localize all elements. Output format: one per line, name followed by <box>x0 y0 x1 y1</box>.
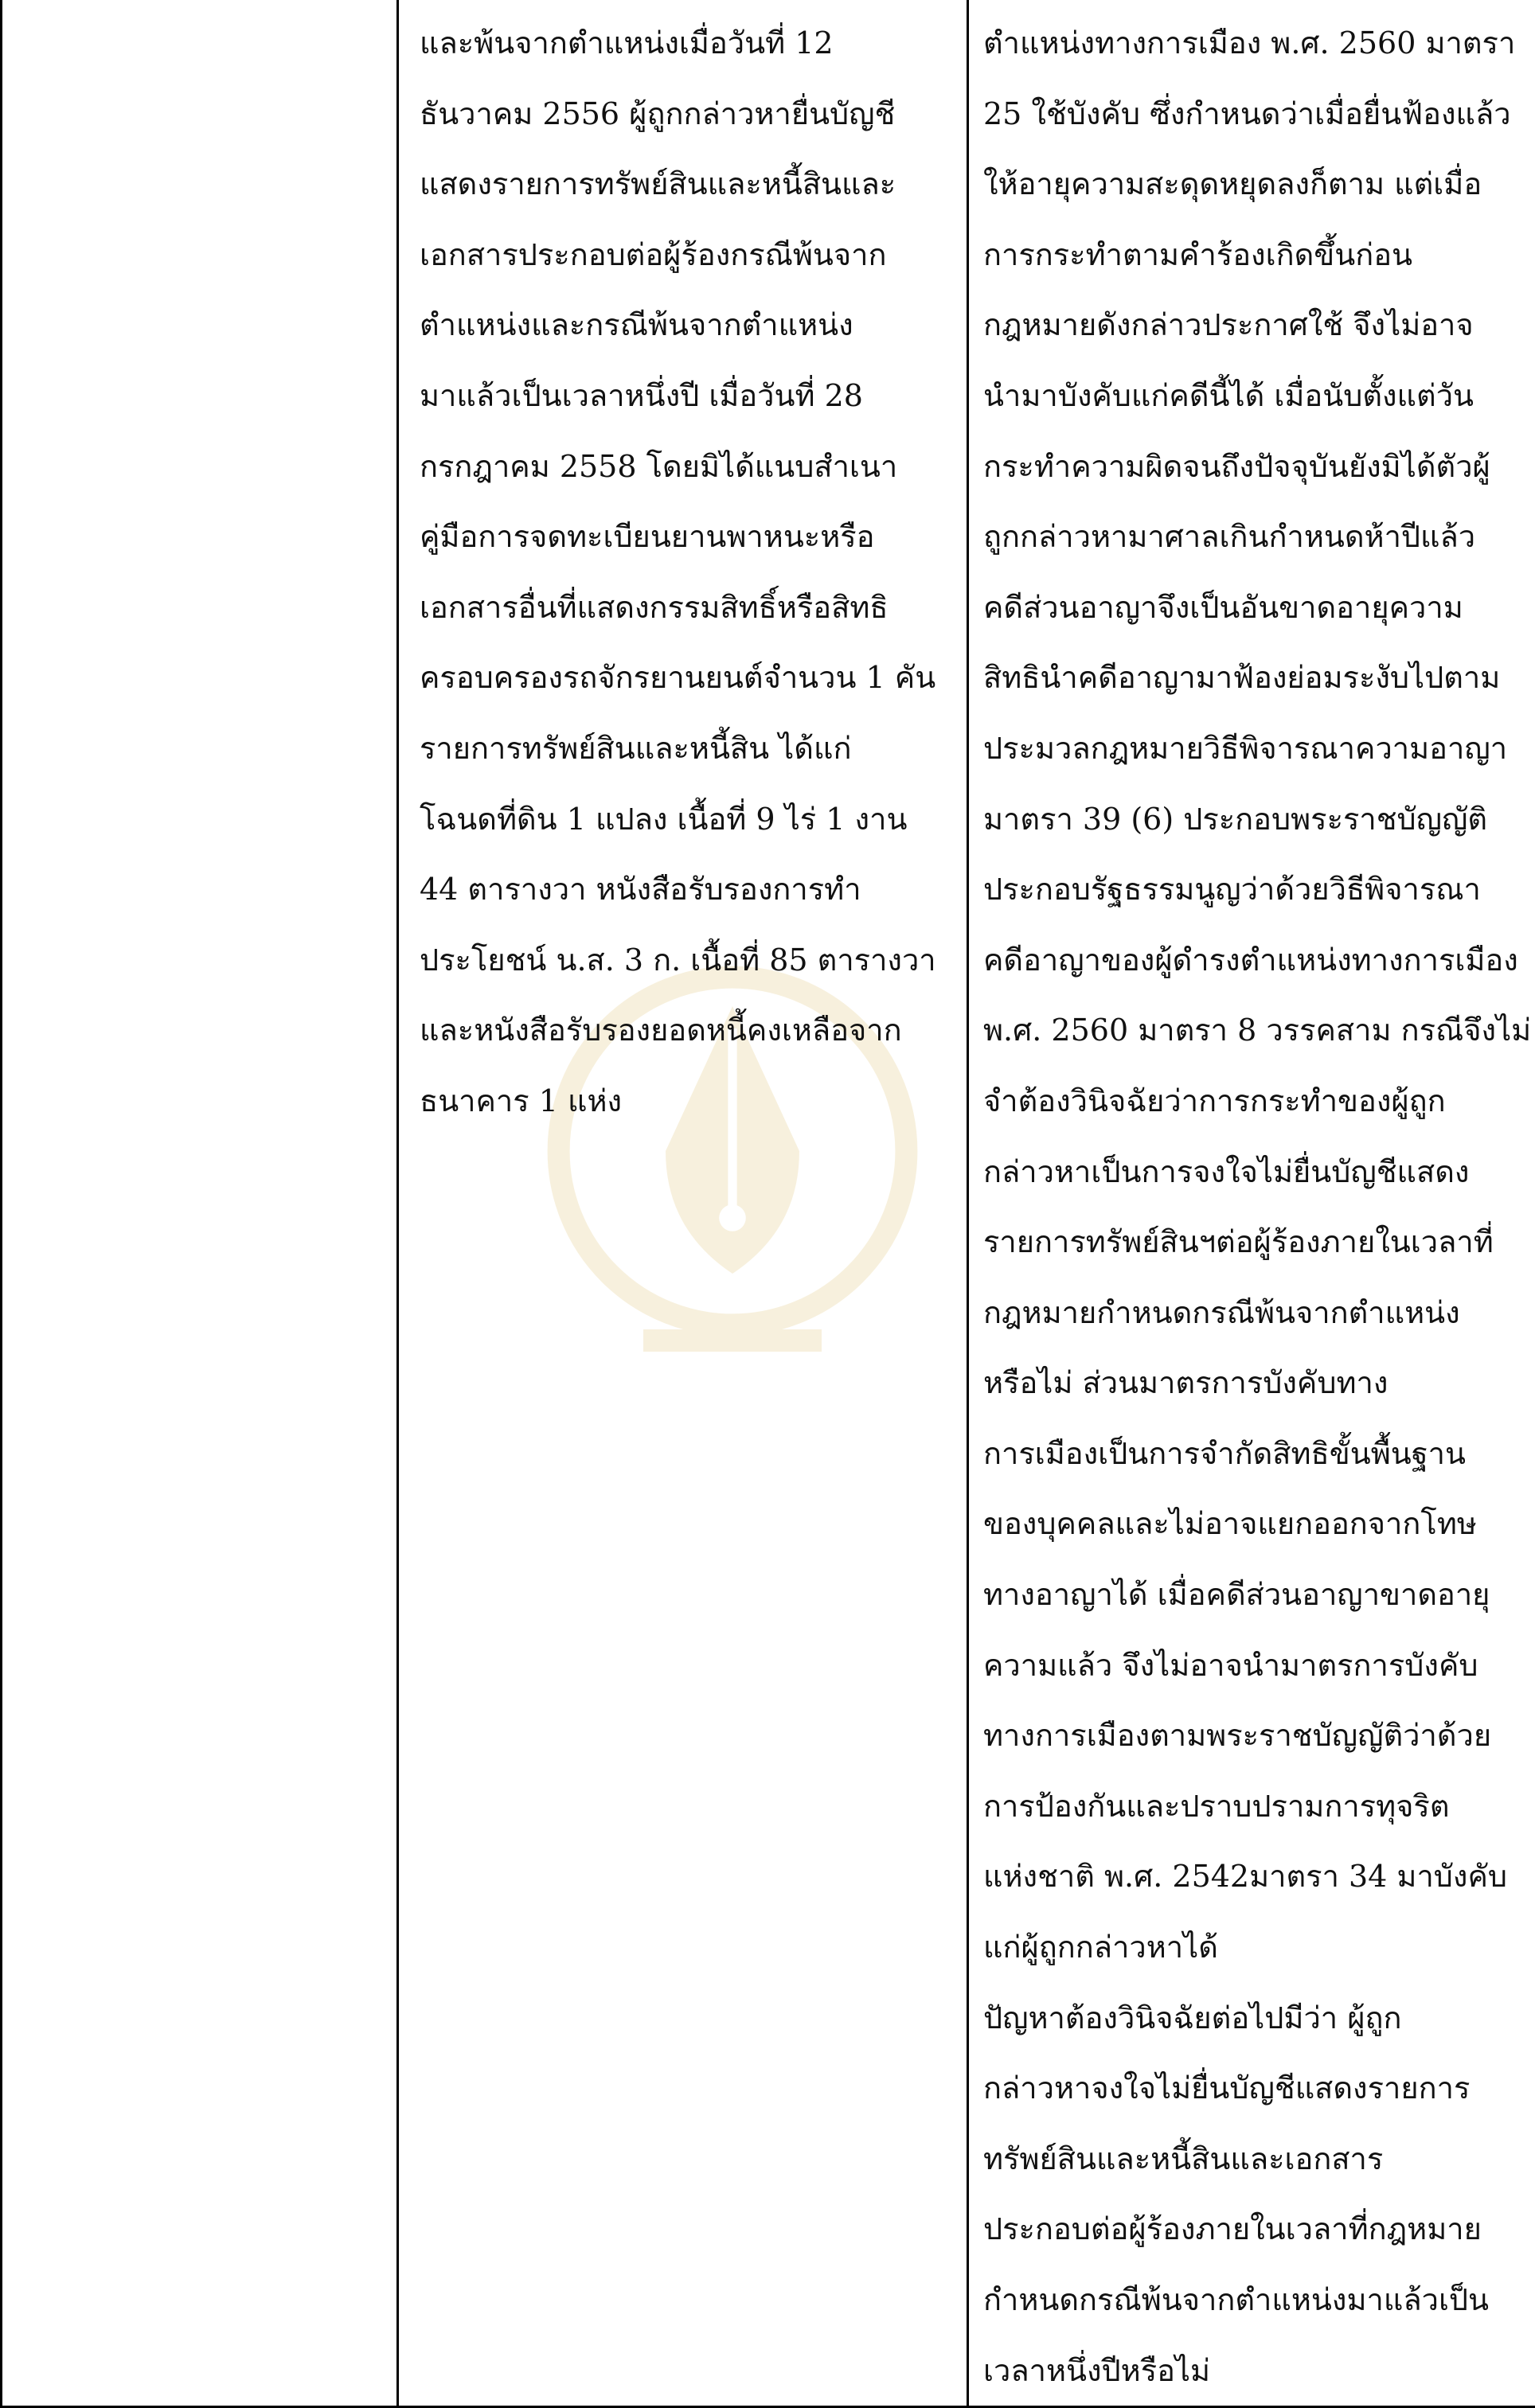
table-cell-ruling <box>968 0 1535 2407</box>
text-line: ธันวาคม 2556 ผู้ถูกกล่าวหายื่นบัญชี <box>420 79 951 150</box>
text-line: รายการทรัพย์สินและหนี้สิน ได้แก่ <box>420 713 951 784</box>
text-line: จำต้องวินิจฉัยว่าการกระทำของผู้ถูก <box>983 1066 1526 1137</box>
text-line: ความแล้ว จึงไม่อาจนำมาตรการบังคับ <box>983 1630 1526 1701</box>
text-line: ปัญหาต้องวินิจฉัยต่อไปมีว่า ผู้ถูก <box>983 1983 1526 2054</box>
text-line: ตำแหน่งและกรณีพ้นจากตำแหน่ง <box>420 290 951 361</box>
text-line: คดีอาญาของผู้ดำรงตำแหน่งทางการเมือง <box>983 925 1526 996</box>
text-line: ให้อายุความสะดุดหยุดลงก็ตาม แต่เมื่อ <box>983 149 1526 220</box>
text-line: แสดงรายการทรัพย์สินและหนี้สินและ <box>420 149 951 220</box>
text-line: การกระทำตามคำร้องเกิดขึ้นก่อน <box>983 220 1526 291</box>
text-line: กำหนดกรณีพ้นจากตำแหน่งมาแล้วเป็น <box>983 2265 1526 2336</box>
text-line: กฎหมายดังกล่าวประกาศใช้ จึงไม่อาจ <box>983 290 1526 361</box>
text-line: ประกอบต่อผู้ร้องภายในเวลาที่กฎหมาย <box>983 2194 1526 2265</box>
text-line: มาแล้วเป็นเวลาหนึ่งปี เมื่อวันที่ 28 <box>420 361 951 431</box>
text-line: ทรัพย์สินและหนี้สินและเอกสาร <box>983 2124 1526 2195</box>
text-line: แห่งชาติ พ.ศ. 2542มาตรา 34 มาบังคับ <box>983 1841 1526 1912</box>
text-line: กฎหมายกำหนดกรณีพ้นจากตำแหน่ง <box>983 1278 1526 1348</box>
cell-text-col1 <box>2 0 396 8</box>
text-line: ประโยชน์ น.ส. 3 ก. เนื้อที่ 85 ตารางวา <box>420 925 951 996</box>
text-line: การเมืองเป็นการจำกัดสิทธิขั้นพื้นฐาน <box>983 1419 1526 1489</box>
text-line: กล่าวหาจงใจไม่ยื่นบัญชีแสดงรายการ <box>983 2053 1526 2124</box>
table-row <box>2 0 1535 2407</box>
table-cell-empty <box>2 0 398 2407</box>
text-line: ตำแหน่งทางการเมือง พ.ศ. 2560 มาตรา <box>983 8 1526 79</box>
text-line: คู่มือการจดทะเบียนยานพาหนะหรือ <box>420 502 951 572</box>
text-line: เวลาหนึ่งปีหรือไม่ <box>983 2336 1526 2406</box>
text-line: การป้องกันและปราบปรามการทุจริต <box>983 1771 1526 1842</box>
text-line: เอกสารประกอบต่อผู้ร้องกรณีพ้นจาก <box>420 220 951 291</box>
text-line: ทางการเมืองตามพระราชบัญญัติว่าด้วย <box>983 1700 1526 1771</box>
text-line: ถูกกล่าวหามาศาลเกินกำหนดห้าปีแล้ว <box>983 502 1526 572</box>
text-line: แก่ผู้ถูกกล่าวหาได้ <box>983 1912 1526 1983</box>
cell-text-col2 <box>399 0 967 1137</box>
cell-text-col3 <box>969 0 1535 2406</box>
text-line: พ.ศ. 2560 มาตรา 8 วรรคสาม กรณีจึงไม่ <box>983 995 1526 1066</box>
text-line: กรกฎาคม 2558 โดยมิได้แนบสำเนา <box>420 431 951 502</box>
text-line: 25 ใช้บังคับ ซึ่งกำหนดว่าเมื่อยื่นฟ้องแล้ว <box>983 79 1526 150</box>
text-line: กล่าวหาเป็นการจงใจไม่ยื่นบัญชีแสดง <box>983 1137 1526 1208</box>
text-line: เอกสารอื่นที่แสดงกรรมสิทธิ์หรือสิทธิ <box>420 572 951 643</box>
text-line: 44 ตารางวา หนังสือรับรองการทำ <box>420 854 951 925</box>
text-line: โฉนดที่ดิน 1 แปลง เนื้อที่ 9 ไร่ 1 งาน <box>420 784 951 855</box>
text-line: ธนาคาร 1 แห่ง <box>420 1066 951 1137</box>
text-line: รายการทรัพย์สินฯต่อผู้ร้องภายในเวลาที่ <box>983 1207 1526 1278</box>
text-line: ครอบครองรถจักรยานยนต์จำนวน 1 คัน <box>420 642 951 713</box>
text-line: ทางอาญาได้ เมื่อคดีส่วนอาญาขาดอายุ <box>983 1559 1526 1630</box>
text-line: ประกอบรัฐธรรมนูญว่าด้วยวิธีพิจารณา <box>983 854 1526 925</box>
text-line: คดีส่วนอาญาจึงเป็นอันขาดอายุความ <box>983 572 1526 643</box>
table-cell-facts <box>398 0 968 2407</box>
text-line: กระทำความผิดจนถึงปัจจุบันยังมิได้ตัวผู้ <box>983 431 1526 502</box>
text-line: ของบุคคลและไม่อาจแยกออกจากโทษ <box>983 1489 1526 1559</box>
text-line: และหนังสือรับรองยอดหนี้คงเหลือจาก <box>420 995 951 1066</box>
text-line: หรือไม่ ส่วนมาตรการบังคับทาง <box>983 1348 1526 1419</box>
text-line: สิทธินำคดีอาญามาฟ้องย่อมระงับไปตาม <box>983 642 1526 713</box>
text-line: ประมวลกฎหมายวิธีพิจารณาความอาญา <box>983 713 1526 784</box>
text-line: นำมาบังคับแก่คดีนี้ได้ เมื่อนับตั้งแต่วัน <box>983 361 1526 431</box>
text-line: มาตรา 39 (6) ประกอบพระราชบัญญัติ <box>983 784 1526 855</box>
text-line: และพ้นจากตำแหน่งเมื่อวันที่ 12 <box>420 8 951 79</box>
